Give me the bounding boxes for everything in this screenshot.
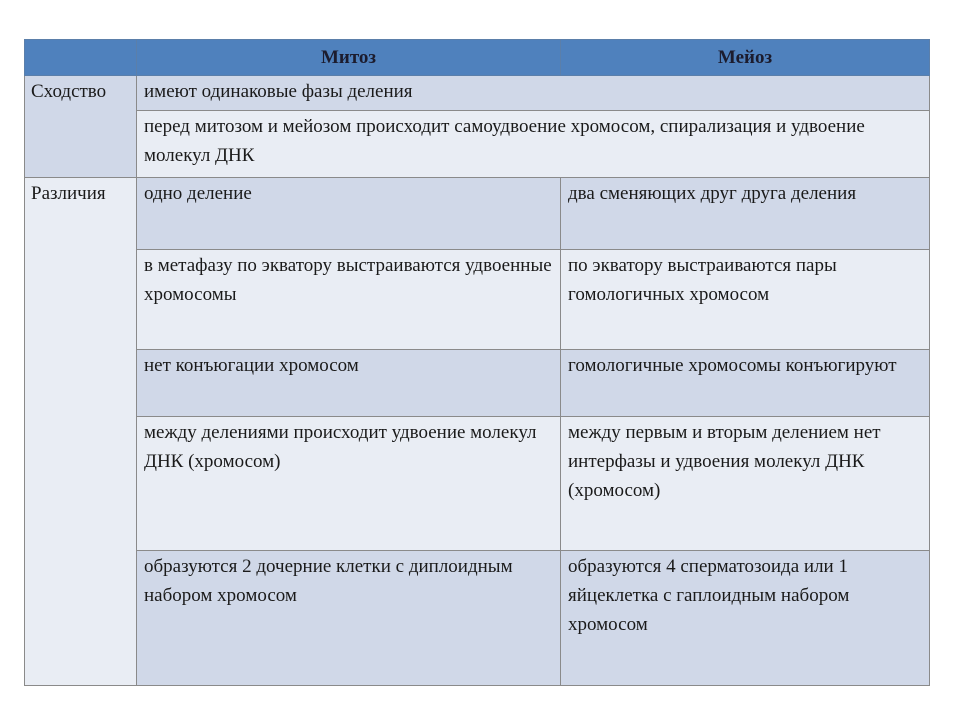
- meiosis-cell: по экватору выстраиваются пары гомологичных хромосом: [561, 250, 930, 350]
- difference-row-5: [25, 551, 930, 686]
- difference-row-2: [25, 250, 930, 350]
- similarity-row-2: [25, 111, 930, 178]
- header-meiosis: Мейоз: [561, 40, 930, 76]
- meiosis-cell: два сменяющих друг друга деления: [561, 178, 930, 250]
- similarity-text: имеют одинаковые фазы деления: [137, 76, 930, 111]
- header-empty-cell: [25, 40, 137, 76]
- mitosis-cell: одно деление: [137, 178, 561, 250]
- mitosis-cell: между делениями происходит удвоение молекул ДНК (хромосом): [137, 417, 561, 551]
- differences-label: Различия: [25, 178, 137, 686]
- difference-row-1: [25, 178, 930, 250]
- similarity-label: Сходство: [25, 76, 137, 178]
- header-mitosis: Митоз: [137, 40, 561, 76]
- meiosis-cell: между первым и вторым делением нет интерфазы и удвоения молекул ДНК (хромосом): [561, 417, 930, 551]
- similarity-row-1: [25, 76, 930, 111]
- meiosis-cell: гомологичные хромосомы конъюгируют: [561, 350, 930, 417]
- comparison-table: [24, 39, 930, 686]
- mitosis-cell: в метафазу по экватору выстраиваются удвоенные хромосомы: [137, 250, 561, 350]
- difference-row-3: [25, 350, 930, 417]
- mitosis-cell: нет конъюгации хромосом: [137, 350, 561, 417]
- meiosis-cell: образуются 4 сперматозоида или 1 яйцеклетка с гаплоидным набором хромосом: [561, 551, 930, 686]
- mitosis-cell: образуются 2 дочерние клетки с диплоидным набором хромосом: [137, 551, 561, 686]
- similarity-text: перед митозом и мейозом происходит самоудвоение хромосом, спирализация и удвоение молекул ДНК: [137, 111, 930, 178]
- header-row: [25, 40, 930, 76]
- difference-row-4: [25, 417, 930, 551]
